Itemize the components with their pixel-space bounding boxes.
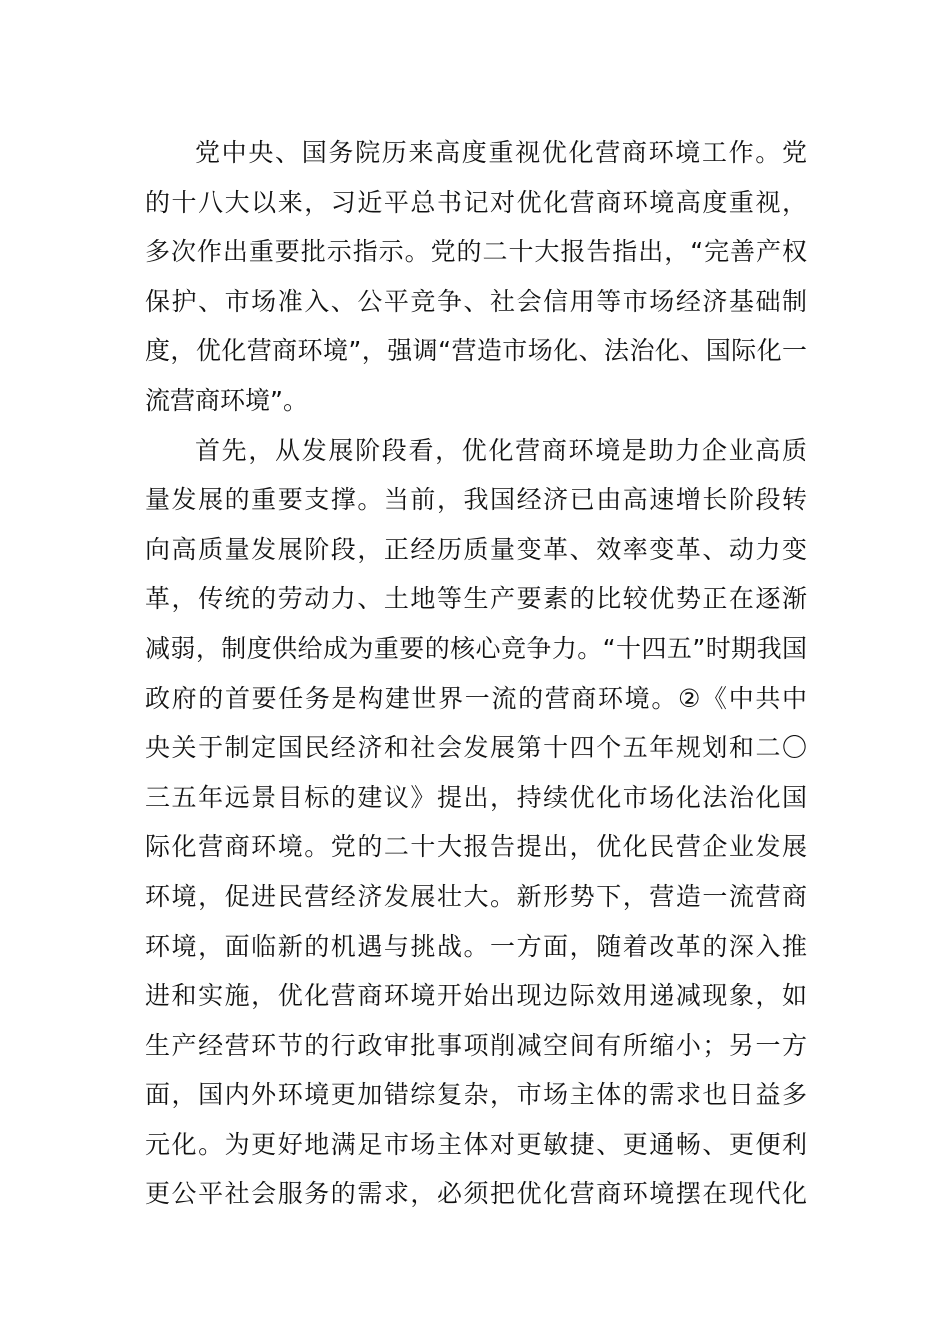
text-line: 量发展的重要支撑。当前，我国经济已由高速增长阶段转 [145, 485, 807, 515]
text-line: 三五年远景目标的建议》提出，持续优化市场化法治化国 [145, 782, 807, 812]
text-line: 面，国内外环境更加错综复杂，市场主体的需求也日益多 [145, 1080, 807, 1110]
text-line: 进和实施，优化营商环境开始出现边际效用递减现象，如 [145, 981, 807, 1011]
text-line: 环境，促进民营经济发展壮大。新形势下，营造一流营商 [145, 881, 807, 911]
text-line: 革，传统的劳动力、土地等生产要素的比较优势正在逐渐 [145, 584, 807, 614]
text-line: 减弱，制度供给成为重要的核心竞争力。“十四五”时期我国 [145, 633, 807, 663]
text-line: 度，优化营商环境”，强调“营造市场化、法治化、国际化一 [145, 336, 807, 366]
text-line: 保护、市场准入、公平竞争、社会信用等市场经济基础制 [145, 286, 807, 316]
text-line: 的十八大以来，习近平总书记对优化营商环境高度重视， [145, 187, 807, 217]
text-line: 向高质量发展阶段，正经历质量变革、效率变革、动力变 [145, 534, 807, 564]
text-line: 更公平社会服务的需求，必须把优化营商环境摆在现代化 [145, 1179, 807, 1209]
text-line: 元化。为更好地满足市场主体对更敏捷、更通畅、更便利 [145, 1129, 807, 1159]
text-line: 生产经营环节的行政审批事项削减空间有所缩小；另一方 [145, 1030, 807, 1060]
text-line: 首先，从发展阶段看，优化营商环境是助力企业高质 [195, 435, 807, 465]
paragraph-2 [145, 426, 807, 1220]
text-line: 央关于制定国民经济和社会发展第十四个五年规划和二〇 [145, 733, 807, 763]
text-line: 党中央、国务院历来高度重视优化营商环境工作。党 [195, 138, 807, 167]
text-line: 流营商环境”。 [145, 385, 308, 415]
text-line: 际化营商环境。党的二十大报告提出，优化民营企业发展 [145, 832, 807, 862]
paragraph-1 [145, 128, 807, 426]
text-line: 多次作出重要批示指示。党的二十大报告指出，“完善产权 [145, 237, 807, 267]
document-body [145, 128, 807, 1219]
text-line: 政府的首要任务是构建世界一流的营商环境。②《中共中 [145, 683, 807, 713]
text-line: 环境，面临新的机遇与挑战。一方面，随着改革的深入推 [145, 931, 807, 961]
